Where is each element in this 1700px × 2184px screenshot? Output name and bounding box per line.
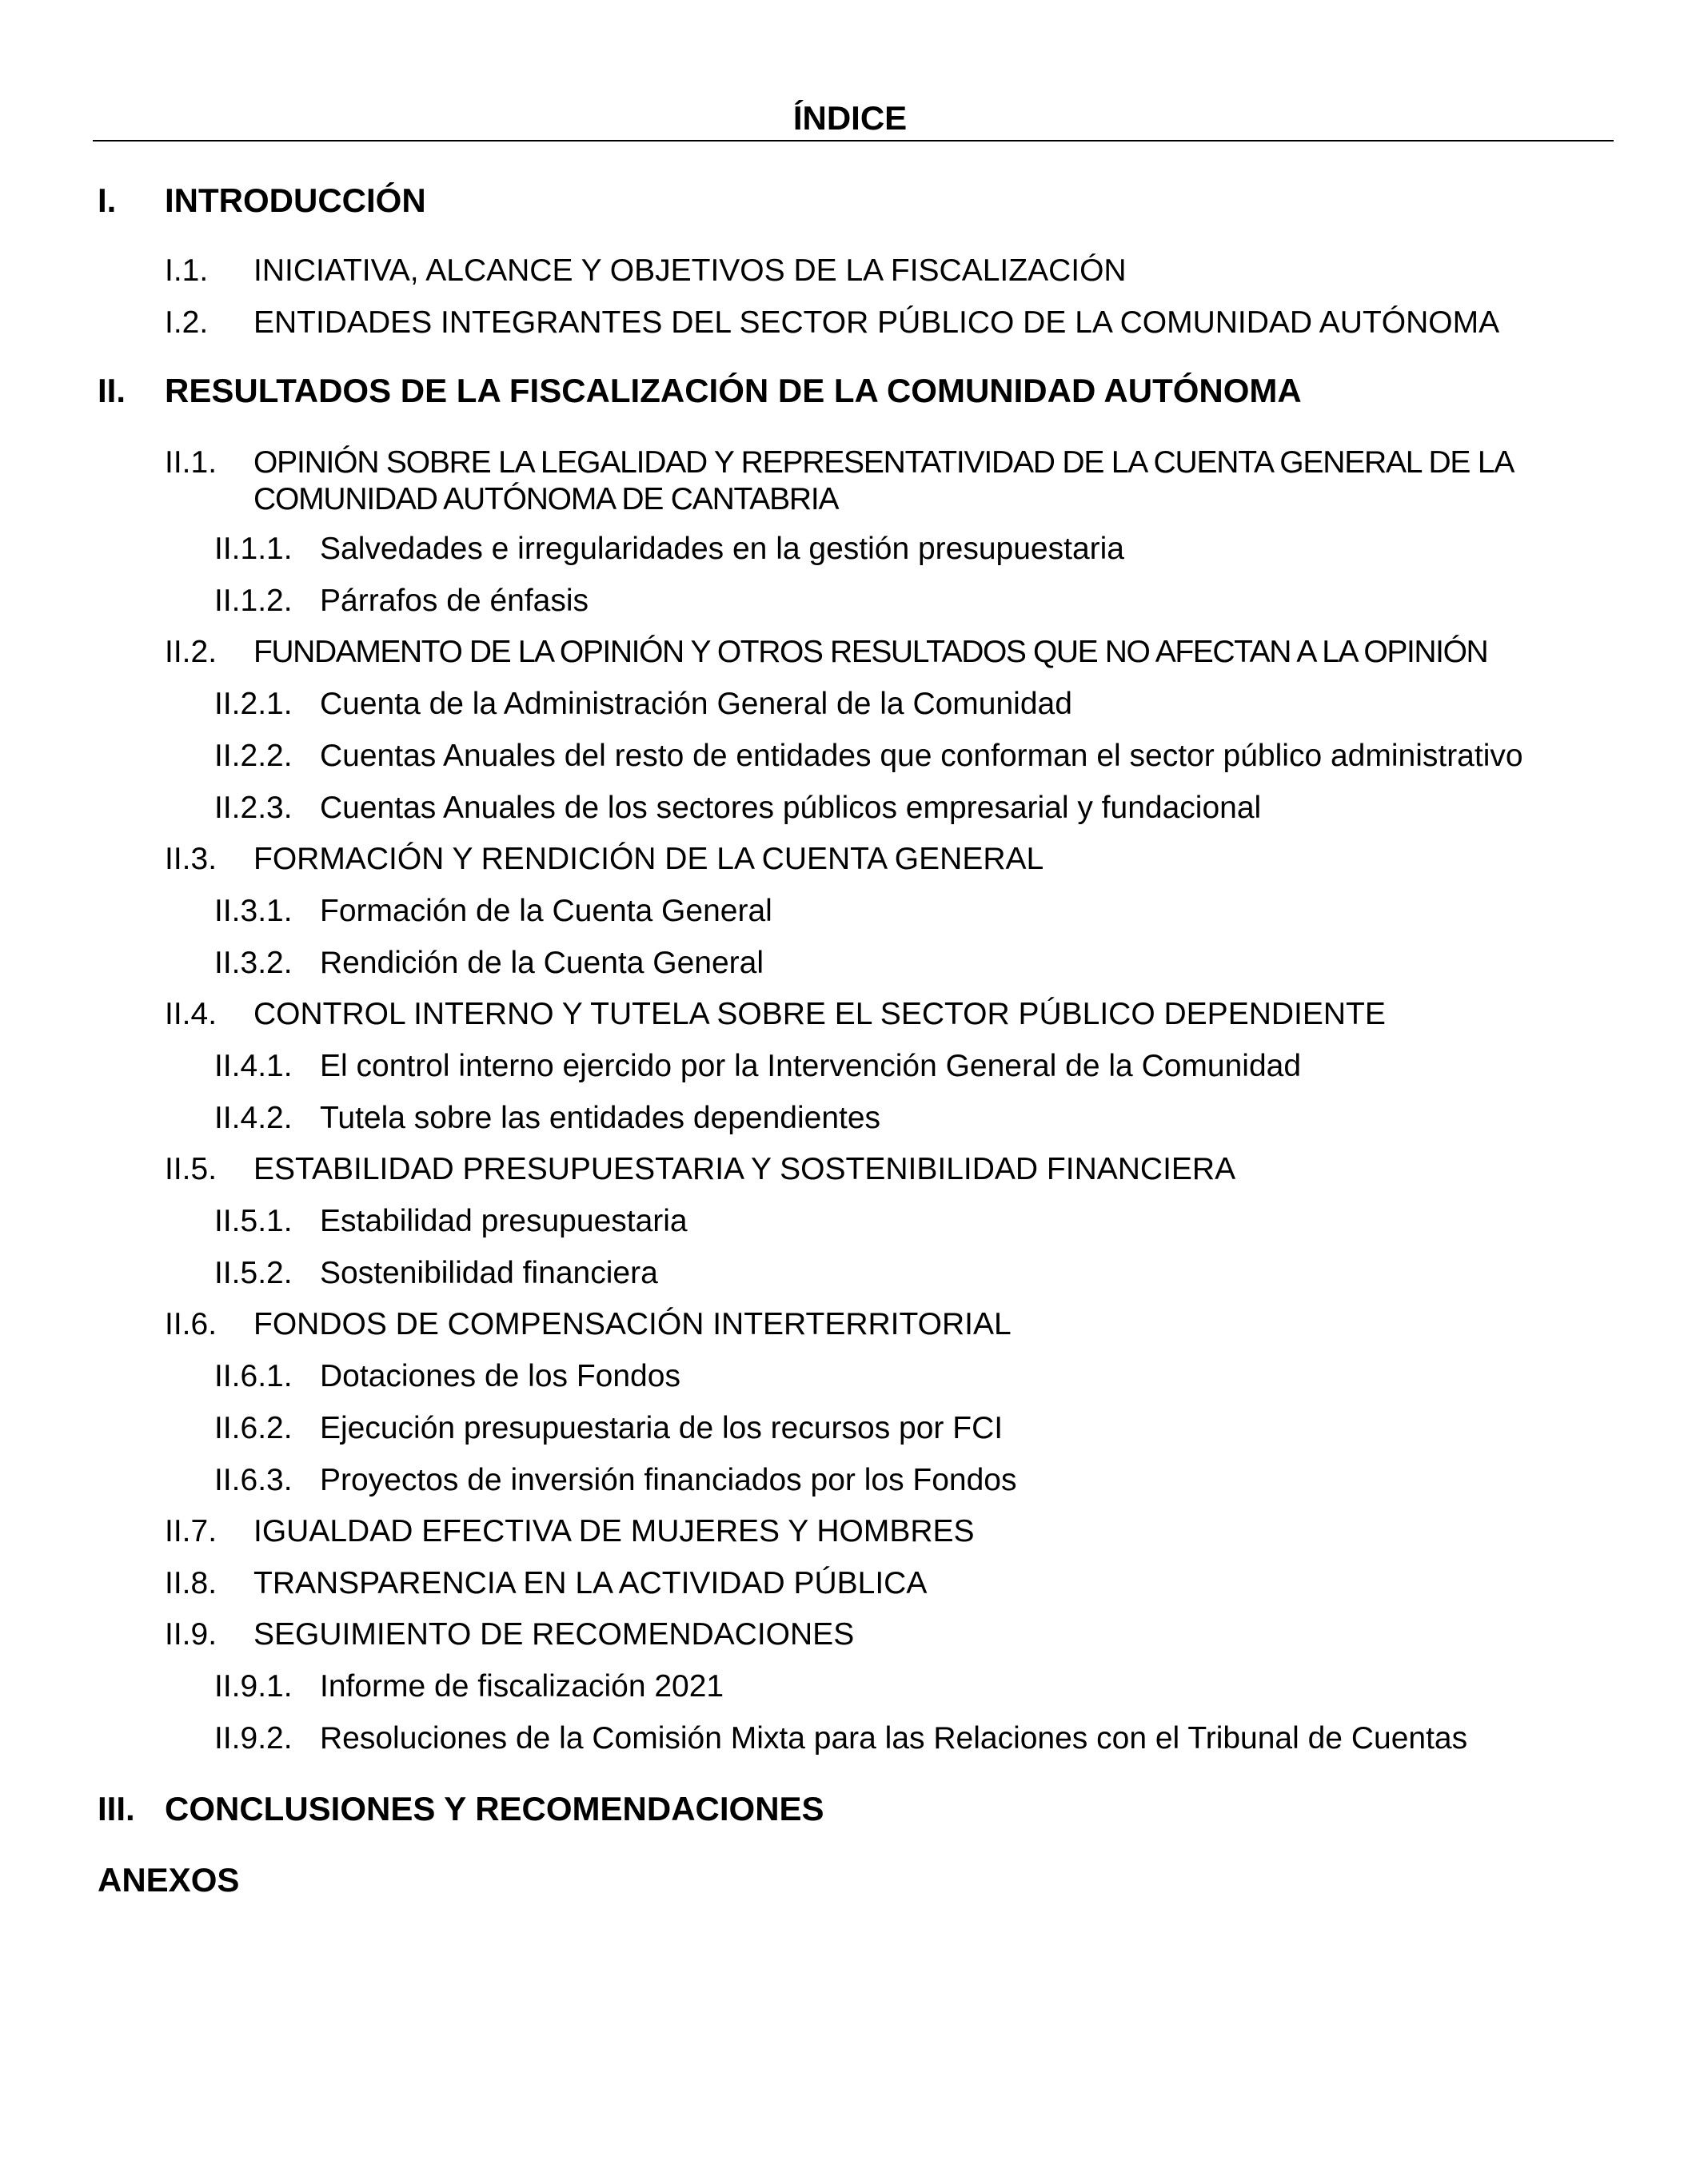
toc-label: SEGUIMIENTO DE RECOMENDACIONES [253,1617,855,1652]
toc-number: II.1.2. [214,584,293,618]
toc-number: II.9.2. [214,1721,293,1756]
toc-number: II.6.3. [214,1463,293,1497]
toc-number: I.1. [165,253,209,288]
toc-number: II.1.1. [214,532,293,566]
toc-number: II.4.1. [214,1049,293,1083]
toc-number: II.7. [165,1514,217,1548]
toc-label: CONCLUSIONES Y RECOMENDACIONES [165,1790,824,1827]
toc-number: III. [98,1790,135,1827]
toc-number: II.2. [165,635,217,669]
toc-label: Salvedades e irregularidades en la gestión presupuestaria [320,532,1124,566]
toc-label: Sostenibilidad financiera [320,1256,658,1290]
toc-label: Cuentas Anuales de los sectores públicos empresarial y fundacional [320,791,1262,825]
toc-number: II.5. [165,1152,217,1186]
toc-number: I. [98,181,117,219]
toc-label: Tutela sobre las entidades dependientes [320,1101,881,1135]
toc-label: Dotaciones de los Fondos [320,1359,680,1393]
toc-label: Párrafos de énfasis [320,584,589,618]
toc-label: TRANSPARENCIA EN LA ACTIVIDAD PÚBLICA [253,1566,928,1600]
toc-label: IGUALDAD EFECTIVA DE MUJERES Y HOMBRES [253,1514,975,1548]
toc-number: II.3.2. [214,946,293,980]
toc-number: II.8. [165,1566,217,1600]
toc-label: Informe de fiscalización 2021 [320,1669,724,1704]
toc-label: Cuentas Anuales del resto de entidades que conforman el sector público administrativo [320,739,1523,773]
toc-label: Estabilidad presupuestaria [320,1204,688,1238]
toc-label: El control interno ejercido por la Intervención General de la Comunidad [320,1049,1302,1083]
toc-number: II.6. [165,1307,217,1341]
toc-label: ESTABILIDAD PRESUPUESTARIA Y SOSTENIBILIDAD FINANCIERA [253,1152,1236,1186]
toc-number: II.6.1. [214,1359,293,1393]
toc-number: I.2. [165,305,209,340]
toc-number: II.2.1. [214,687,293,721]
toc-label: INTRODUCCIÓN [165,181,426,219]
toc-number: II.5.2. [214,1256,293,1290]
toc-label: Resoluciones de la Comisión Mixta para las Relaciones con el Tribunal de Cuentas [320,1721,1468,1756]
page-title: ÍNDICE [792,99,908,137]
toc-number: II.9. [165,1617,217,1652]
toc-label: Cuenta de la Administración General de la Comunidad [320,687,1072,721]
toc-number: II.4. [165,997,217,1031]
toc-number: II.5.1. [214,1204,293,1238]
toc-label: OPINIÓN SOBRE LA LEGALIDAD Y REPRESENTATIVIDAD DE LA CUENTA GENERAL DE LA COMUNIDAD AUTÓNOMA DE CANTABRIA [253,445,1513,516]
toc-label: FUNDAMENTO DE LA OPINIÓN Y OTROS RESULTADOS QUE NO AFECTAN A LA OPINIÓN [253,635,1488,669]
title-divider [93,140,1614,141]
toc-label: CONTROL INTERNO Y TUTELA SOBRE EL SECTOR PÚBLICO DEPENDIENTE [253,997,1386,1031]
toc-number: II.9.1. [214,1669,293,1704]
toc-label: RESULTADOS DE LA FISCALIZACIÓN DE LA COMUNIDAD AUTÓNOMA [165,372,1302,409]
toc-number: II.4.2. [214,1101,293,1135]
toc-number: II.3.1. [214,894,293,928]
toc-label: Ejecución presupuestaria de los recursos por FCI [320,1411,1004,1445]
toc-number: II. [98,372,126,409]
toc-number: II.6.2. [214,1411,293,1445]
toc-label: ENTIDADES INTEGRANTES DEL SECTOR PÚBLICO DE LA COMUNIDAD AUTÓNOMA [253,305,1500,340]
toc-label: INICIATIVA, ALCANCE Y OBJETIVOS DE LA FISCALIZACIÓN [253,253,1127,288]
toc-entry-anexos[interactable]: ANEXOS [98,1861,240,1899]
toc-number: II.2.3. [214,791,293,825]
toc-label: FONDOS DE COMPENSACIÓN INTERTERRITORIAL [253,1307,1012,1341]
toc-number: II.3. [165,842,217,876]
toc-label: Proyectos de inversión financiados por los Fondos [320,1463,1017,1497]
toc-number: II.2.2. [214,739,293,773]
toc-number: II.1. [165,445,217,480]
toc-label: Rendición de la Cuenta General [320,946,764,980]
toc-label: Formación de la Cuenta General [320,894,772,928]
toc-label: FORMACIÓN Y RENDICIÓN DE LA CUENTA GENERAL [253,842,1044,876]
